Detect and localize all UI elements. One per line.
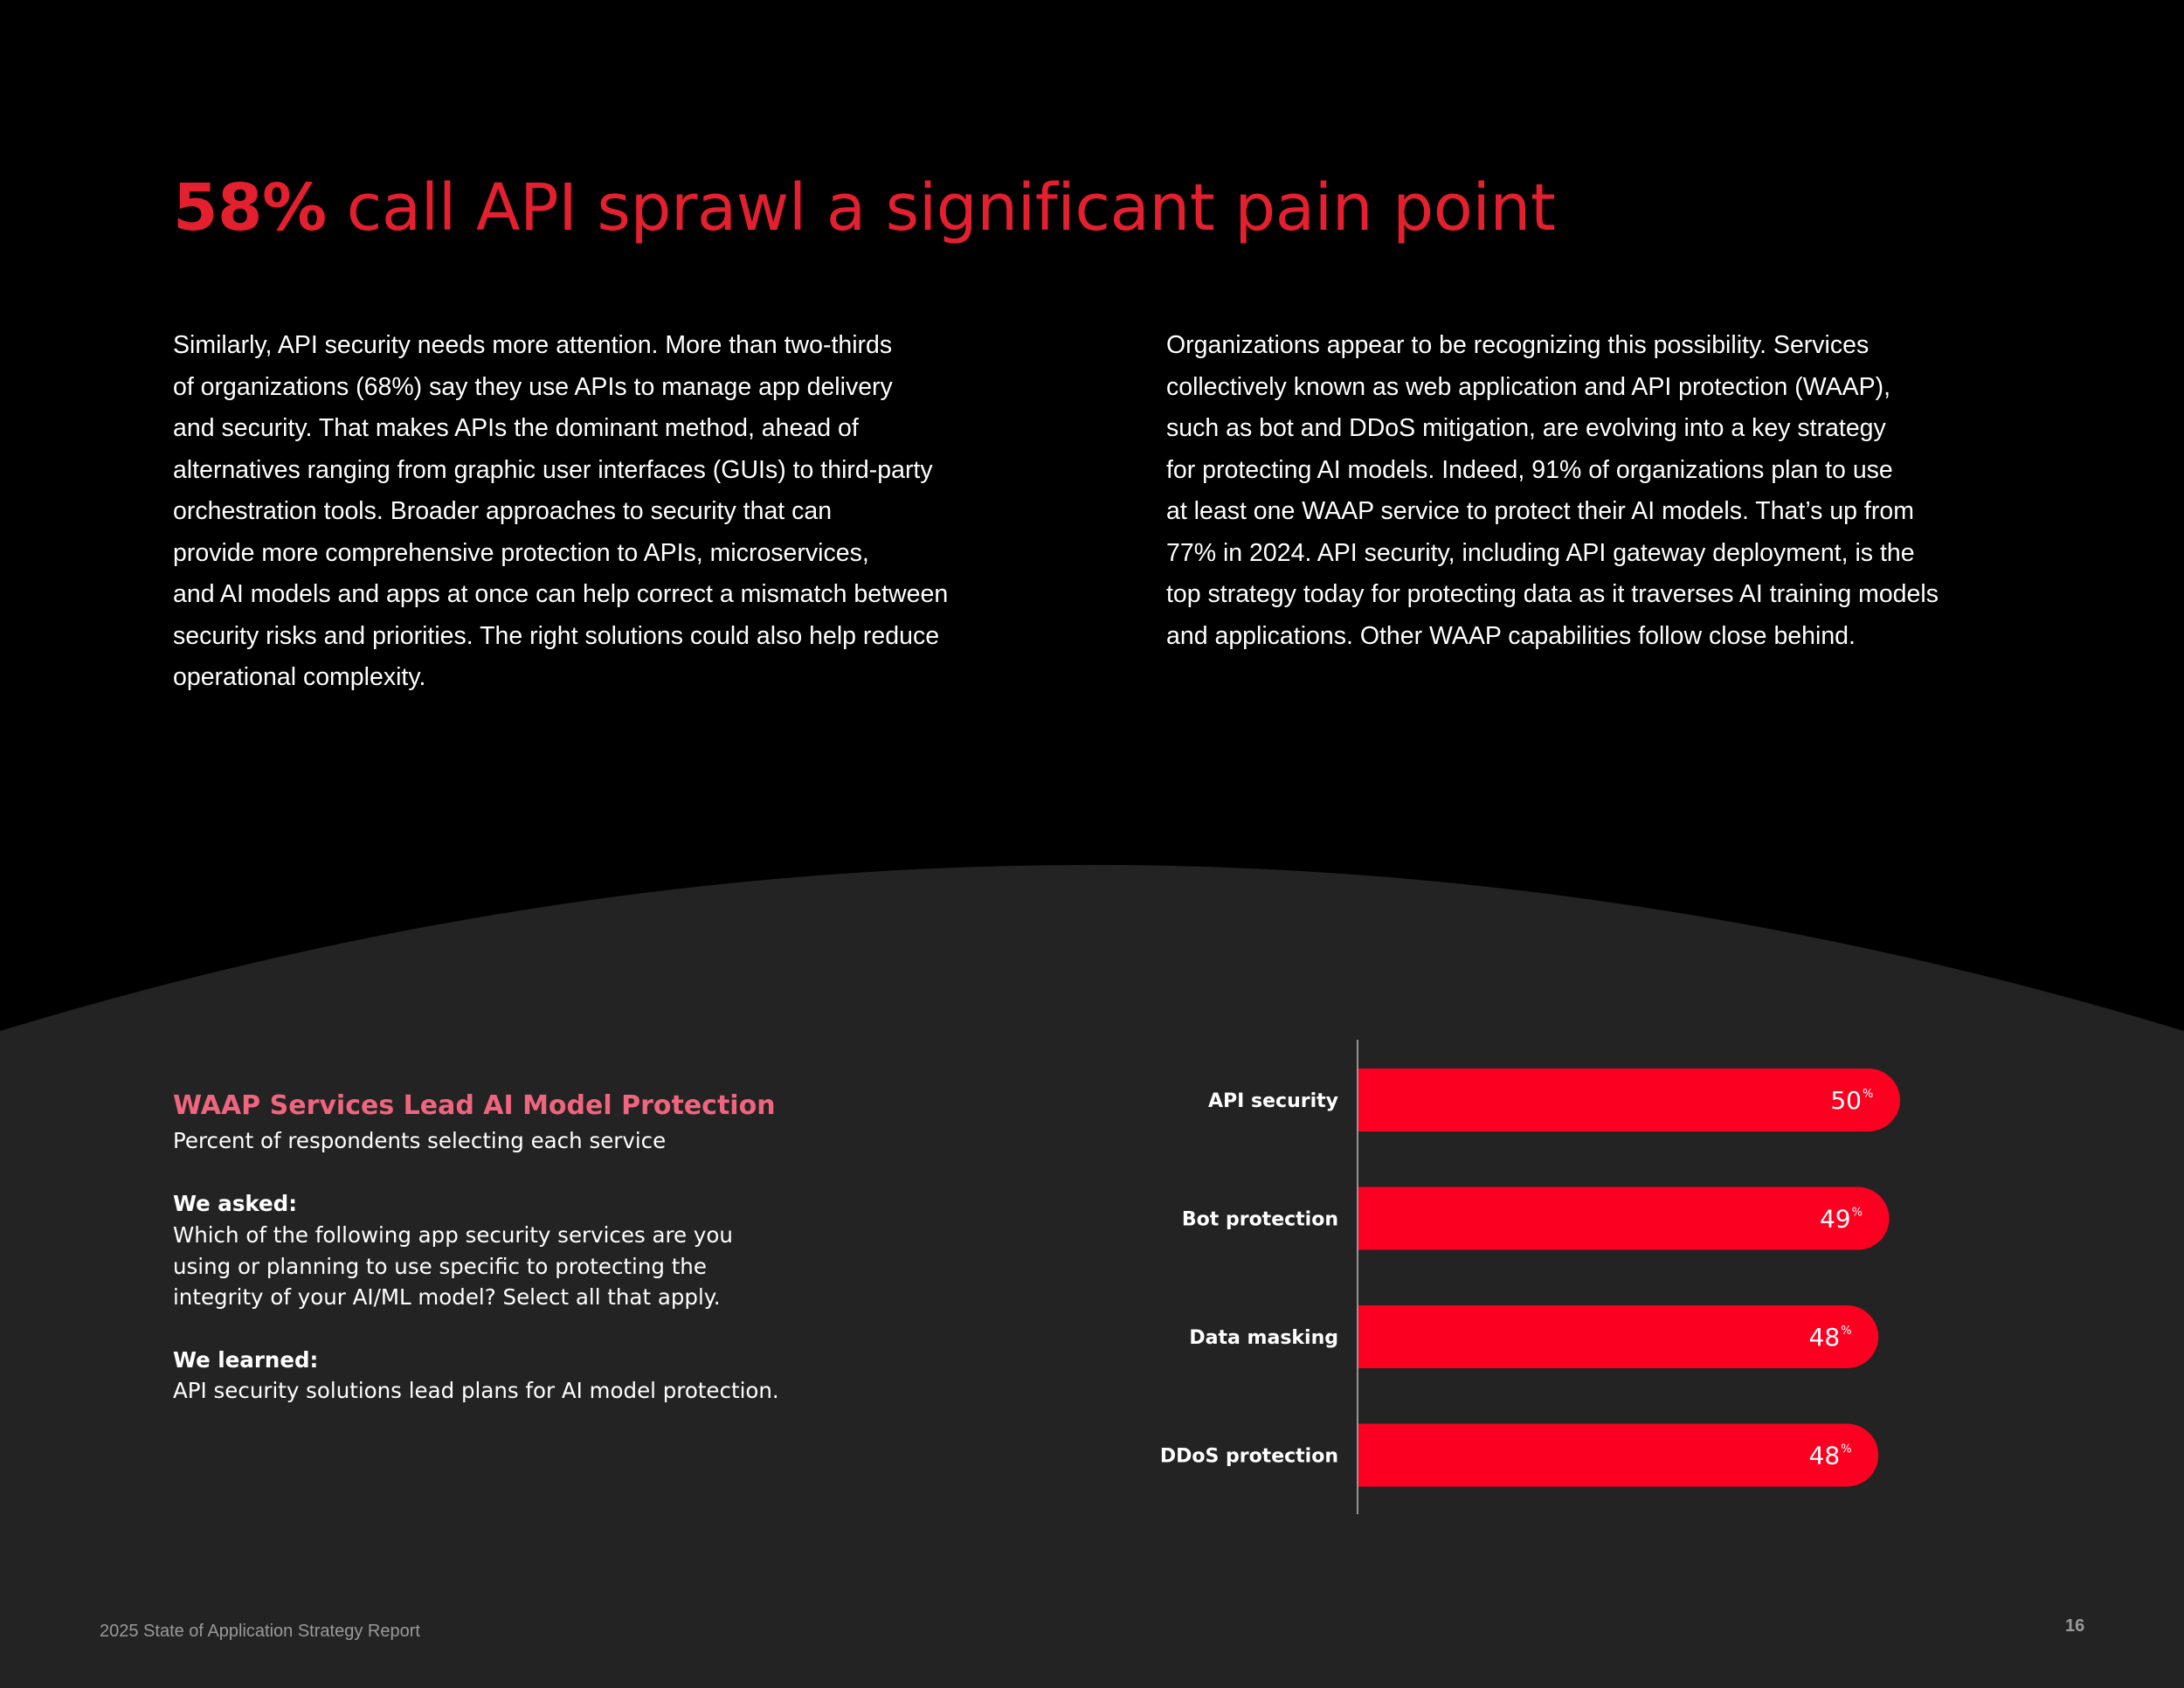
headline-text: call API sprawl a significant pain point [326, 170, 1556, 246]
body-column-right [1166, 325, 2031, 657]
body-right-line: such as bot and DDoS mitigation, are evolving into a key strategy [1166, 414, 1886, 442]
chart-category-label: DDoS protection [1159, 1445, 1338, 1468]
chart-value-suffix: % [1841, 1325, 1852, 1338]
chart-value-label: 49 [1819, 1204, 1851, 1234]
asked-line: using or planning to use specific to protecting the [173, 1253, 707, 1279]
body-left-line: security risks and priorities. The right solutions could also help reduce [173, 621, 940, 650]
chart-info-panel [173, 1087, 872, 1407]
body-right-line: collectively known as web application and API protection (WAAP), [1166, 372, 1891, 401]
body-right-line: Organizations appear to be recognizing this possibility. Services [1166, 331, 1870, 359]
chart-value-label: 48 [1808, 1323, 1841, 1352]
chart-bar [1358, 1424, 1878, 1487]
body-left-line: provide more comprehensive protection to APIs, microservices, [173, 538, 869, 567]
body-left-line: and security. That makes APIs the dominant method, ahead of [173, 414, 859, 442]
asked-question [173, 1220, 872, 1313]
chart-value-label: 48 [1808, 1441, 1841, 1470]
body-right-line: 77% in 2024. API security, including API gateway deployment, is the [1166, 538, 1915, 567]
body-right-line: at least one WAAP service to protect their AI models. That’s up from [1166, 497, 1914, 525]
body-right-line: and applications. Other WAAP capabilities follow close behind. [1166, 621, 1856, 650]
chart-value-label: 50 [1830, 1086, 1862, 1115]
body-left-line: alternatives ranging from graphic user interfaces (GUIs) to third-party [173, 455, 933, 484]
body-column-left [173, 325, 1012, 699]
chart-category-label: Bot protection [1181, 1208, 1338, 1231]
body-right-line: top strategy today for protecting data as it traverses AI training models [1166, 580, 1939, 608]
chart-value-suffix: % [1863, 1088, 1874, 1101]
learned-text: API security solutions lead plans for AI model protection. [173, 1378, 779, 1403]
body-left-line: of organizations (68%) say they use APIs to manage app delivery [173, 372, 893, 401]
body-left-line: operational complexity. [173, 663, 426, 691]
asked-line: Which of the following app security services are you [173, 1222, 733, 1248]
chart-value-suffix: % [1841, 1442, 1852, 1456]
body-left-line: Similarly, API security needs more attention. More than two-thirds [173, 331, 893, 359]
asked-label: We asked: [173, 1191, 297, 1216]
chart-title: WAAP Services Lead AI Model Protection [173, 1090, 776, 1121]
asked-line: integrity of your AI/ML model? Select all that apply. [173, 1284, 721, 1310]
page-headline [173, 169, 1555, 247]
chart-bar [1358, 1069, 1900, 1131]
chart-category-label: Data masking [1189, 1327, 1338, 1349]
waap-bar-chart [1136, 1035, 2009, 1525]
body-left-line: and AI models and apps at once can help correct a mismatch between [173, 580, 949, 608]
footer-report-title: 2025 State of Application Strategy Report [100, 1622, 420, 1641]
headline-stat: 58% [173, 170, 327, 246]
body-right-line: for protecting AI models. Indeed, 91% of organizations plan to use [1166, 455, 1893, 484]
chart-value-suffix: % [1851, 1206, 1863, 1220]
learned-label: We learned: [173, 1346, 319, 1373]
chart-category-label: API security [1208, 1090, 1338, 1112]
chart-bar [1358, 1305, 1878, 1368]
body-left-line: orchestration tools. Broader approaches to security that can [173, 497, 833, 525]
chart-bar [1358, 1187, 1890, 1250]
page-number: 16 [2065, 1616, 2085, 1636]
chart-subtitle: Percent of respondents selecting each service [173, 1128, 667, 1153]
